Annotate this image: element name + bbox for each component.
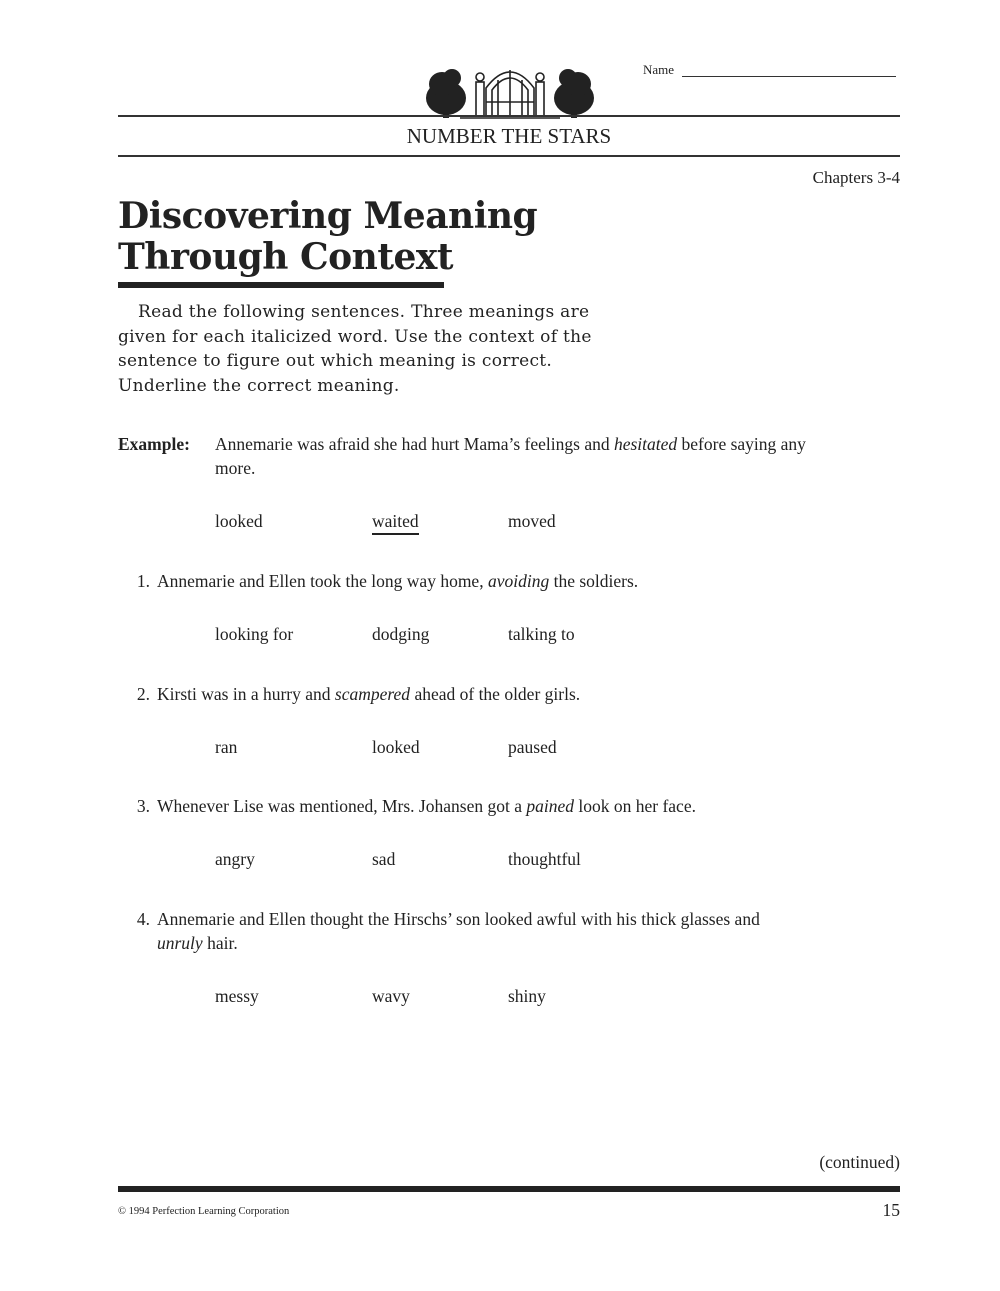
question-number: 3. bbox=[136, 796, 150, 816]
continued-label: (continued) bbox=[819, 1152, 900, 1172]
italic-word: avoiding bbox=[487, 571, 550, 591]
example-option-2-underlined[interactable]: waited bbox=[372, 511, 419, 535]
question-number: 1. bbox=[136, 571, 150, 591]
option-1[interactable]: angry bbox=[215, 849, 255, 869]
question-sentence: Annemarie and Ellen thought the Hirschs’ son looked awful with his thick glasses and unruly hair. bbox=[157, 909, 760, 953]
copyright: © 1994 Perfection Learning Corporation bbox=[118, 1206, 290, 1217]
name-field[interactable] bbox=[682, 76, 896, 77]
italic-word: unruly bbox=[157, 933, 203, 953]
page-title-line2: Through Context bbox=[118, 236, 453, 278]
right-shrub-icon bbox=[554, 69, 594, 118]
example-sentence: Annemarie was afraid she had hurt Mama’s feelings and hesitated before saying any more. bbox=[215, 434, 806, 478]
question-1 bbox=[118, 569, 838, 595]
left-shrub-icon bbox=[426, 69, 466, 118]
question-3 bbox=[118, 794, 838, 820]
book-title: NUMBER THE STARS bbox=[406, 124, 612, 148]
gate-illustration bbox=[420, 58, 600, 120]
option-1[interactable]: messy bbox=[215, 986, 259, 1006]
italic-word: scampered bbox=[334, 684, 411, 704]
page-title-line1: Discovering Meaning bbox=[118, 195, 538, 237]
option-2[interactable]: dodging bbox=[372, 624, 430, 644]
example-italic-word: hesitated bbox=[613, 434, 678, 454]
question-2 bbox=[118, 682, 838, 708]
option-2[interactable]: sad bbox=[372, 849, 396, 869]
instructions: Read the following sentences. Three meanings are given for each italicized word. Use the context of the sentence to figure out which meaning is correct. Underline the correct meaning. bbox=[118, 302, 592, 396]
title-underline bbox=[118, 282, 444, 288]
header-rule-bottom bbox=[118, 155, 900, 157]
option-3[interactable]: talking to bbox=[508, 624, 575, 644]
option-3[interactable]: thoughtful bbox=[508, 849, 581, 869]
option-2[interactable]: looked bbox=[372, 737, 420, 757]
page-number: 15 bbox=[882, 1200, 900, 1220]
question-4 bbox=[118, 907, 838, 957]
example-option-3[interactable]: moved bbox=[508, 511, 556, 531]
option-1[interactable]: ran bbox=[215, 737, 238, 757]
option-2[interactable]: wavy bbox=[372, 986, 410, 1006]
footer-rule bbox=[118, 1186, 900, 1192]
gate-icon bbox=[460, 70, 560, 118]
page-title bbox=[118, 196, 537, 278]
header-rule-top bbox=[118, 115, 900, 117]
example-option-1[interactable]: looked bbox=[215, 511, 263, 531]
question-sentence: Kirsti was in a hurry and scampered ahead of the older girls. bbox=[157, 684, 581, 704]
example bbox=[118, 432, 838, 482]
option-3[interactable]: paused bbox=[508, 737, 557, 757]
question-number: 2. bbox=[136, 684, 150, 704]
name-label: Name bbox=[643, 62, 675, 77]
option-3[interactable]: shiny bbox=[508, 986, 546, 1006]
question-sentence: Whenever Lise was mentioned, Mrs. Johansen got a pained look on her face. bbox=[157, 796, 696, 816]
option-1[interactable]: looking for bbox=[215, 624, 294, 644]
chapters-label: Chapters 3-4 bbox=[812, 168, 900, 187]
italic-word: pained bbox=[526, 796, 574, 816]
question-number: 4. bbox=[136, 909, 150, 929]
example-label: Example: bbox=[118, 434, 190, 454]
question-sentence: Annemarie and Ellen took the long way home, avoiding the soldiers. bbox=[157, 571, 639, 591]
